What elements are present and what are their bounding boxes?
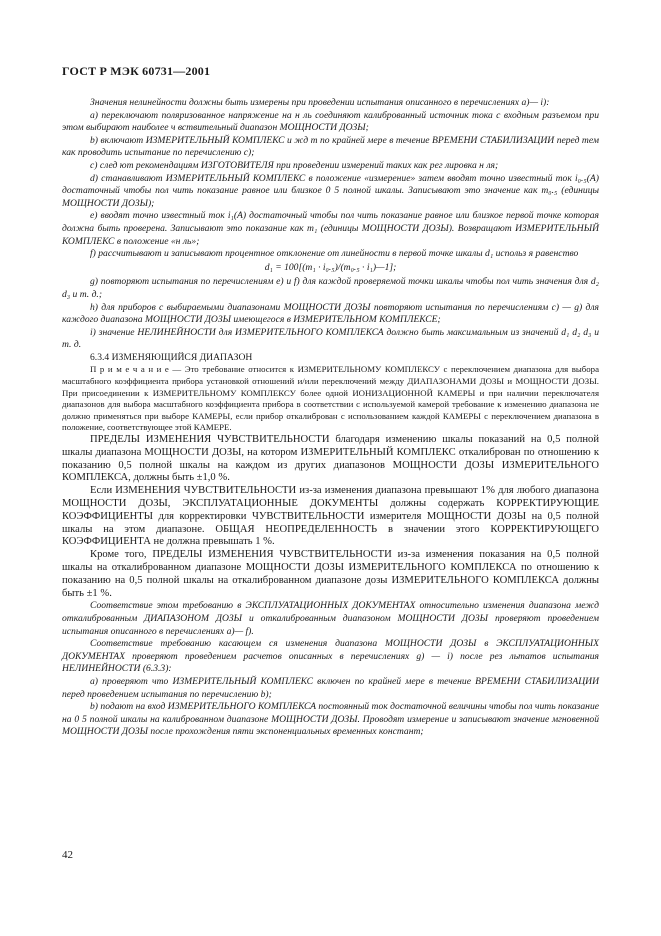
document-body (62, 97, 599, 739)
paragraph-conformance-2: Соответствие требованию касающем ся изменения диапазона МОЩНОСТИ ДОЗЫ в ЭКСПЛУАТАЦИОННЫХ ДОКУМЕНТАХ проверяют проведением расчетов описанных в перечислениях g) — i) после рез льтатов испытания НЕЛИНЕЙНОСТИ (6.3.3): (62, 638, 599, 675)
list-item-i: i) значение НЕЛИНЕЙНОСТИ для ИЗМЕРИТЕЛЬНОГО КОМПЛЕКСА должно быть максимальным из значений d₁ d₂ d₃ и т. д. (62, 326, 599, 351)
note-text: Это требование относится к ИЗМЕРИТЕЛЬНОМУ КОМПЛЕКСУ с переключением диапазона для выбора масштабного коэффициента прибора установкой отношений и/или переключений между ДИАПАЗОНАМИ ДОЗЫ и МОЩНОСТИ ДОЗЫ. При присоединении к ИЗМЕРИТЕЛЬНОМУ КОМПЛЕКСУ более одной ИОНИЗАЦИОННОЙ КАМЕРЫ и при наличии переключателя диапазонов для выбора масштабного коэффициента прибора в соответствии с используемой камерой требование к изменению диапазона не должно применяться при выборе КАМЕРЫ, если прибор откалиброван с использованием каждой КАМЕРЫ с переключением диапазона в положение, соответствующее этой КАМЕРЕ. (62, 364, 599, 433)
paragraph-intro: Значения нелинейности должны быть измерены при проведении испытания описанного в перечислениях а)— i): (90, 97, 550, 108)
formula: d₁ = 100[(m₁ · i₀.₅)/(m₀.₅ · i₁)—1]; (264, 261, 397, 273)
document-header: ГОСТ Р МЭК 60731—2001 (62, 64, 211, 78)
list-item-f: f) рассчитывают и записывают процентное отклонение от линейности в первой точке шкалы d₁ использ я равенство (90, 248, 579, 260)
note (62, 364, 599, 434)
list-item-b: b) включают ИЗМЕРИТЕЛЬНЫЙ КОМПЛЕКС и жд т по крайней мере в течение ВРЕМЕНИ СТАБИЛИЗАЦИИ перед тем как проводить испытание по перечислению с); (62, 134, 599, 159)
paragraph-conformance-1: Соответствие этом требованию в ЭКСПЛУАТАЦИОННЫХ ДОКУМЕНТАХ относительно изменения диапазона межд откалиброванным ДИАПАЗОНОМ ДОЗЫ и откалиброванным диапазоном МОЩНОСТИ ДОЗЫ проверяют проведением испытания описанного в перечислениях а)— f). (62, 600, 599, 637)
list-item-g: g) повторяют испытания по перечислениям е) и f) для каждой проверяемой точки шкалы чтобы пол чить значения для d₂ d₃ и т. д.; (62, 276, 599, 300)
page-number: 42 (62, 849, 73, 861)
note-label: П р и м е ч а н и е — (90, 364, 185, 375)
list-item-d: d) станавливают ИЗМЕРИТЕЛЬНЫЙ КОМПЛЕКС в положение «измерение» затем вводят точно известный ток i₀.₅(A) достаточный чтобы пол чить показание равное или близкое 0 5 полной шкалы. Записывают это значение как m₀.₅ (единицы МОЩНОСТИ ДОЗЫ); (62, 172, 599, 209)
paragraph-additional: Кроме того, ПРЕДЕЛЫ ИЗМЕНЕНИЯ ЧУВСТВИТЕЛЬНОСТИ из-за изменения показания на 0,5 полной шкалы на откалиброванном диапазоне МОЩНОСТИ ДОЗЫ ИЗМЕРИТЕЛЬНОГО КОМПЛЕКСА по отношению к показанию на 0,5 полной шкалы на откалиброванном диапазоне дозы ИЗМЕРИТЕЛЬНОГО КОМПЛЕКСА должны быть ±1 %. (62, 549, 599, 599)
paragraph-correction: Если ИЗМЕНЕНИЯ ЧУВСТВИТЕЛЬНОСТИ из-за изменения диапазона превышают 1% для любого диапазона МОЩНОСТИ ДОЗЫ, ЭКСПЛУАТАЦИОННЫЕ ДОКУМЕНТЫ должны содержать КОРРЕКТИРУЮЩИЕ КОЭФФИЦИЕНТЫ для корректировки ЧУВСТВИТЕЛЬНОСТИ измерителя МОЩНОСТИ ДОЗЫ на 0,5 полной шкалы на этом диапазоне. ОБЩАЯ НЕОПРЕДЕЛЕННОСТЬ в значении этого КОРРЕКТИРУЮЩЕГО КОЭФФИЦИЕНТА не должна превышать 1 %. (62, 485, 599, 548)
list-item-e: е) вводят точно известный ток i₁(A) достаточный чтобы пол чить показание равное или близкое первой точке которая должна быть проверена. Записывают это показание как m₁ (единицы МОЩНОСТИ ДОЗЫ). Возвращают ИЗМЕРИТЕЛЬНЫЙ КОМПЛЕКС в положение «н ль»; (62, 210, 599, 247)
list-item-h: h) для приборов с выбираемыми диапазонами МОЩНОСТИ ДОЗЫ повторяют испытания по перечислениям с) — g) для каждого диапазона МОЩНОСТИ ДОЗЫ имеющегося в ИЗМЕРИТЕЛЬНОМ КОМПЛЕКСЕ; (62, 301, 599, 326)
list-item-a: а) переключают поляризованное напряжение на н ль соединяют калиброванный источник тока с входным разъемом при этом выбирают наиболее ч вствительный диапазон МОЩНОСТИ ДОЗЫ; (62, 109, 599, 134)
list-item-c: с) след ют рекомендациям ИЗГОТОВИТЕЛЯ при проведении измерений таких как рег лировка н ля; (90, 159, 499, 171)
step-b: b) подают на вход ИЗМЕРИТЕЛЬНОГО КОМПЛЕКСА постоянный ток достаточной величины чтобы пол чить показание на 0 5 полной шкалы на калиброванном диапазоне МОЩНОСТИ ДОЗЫ. Проводят измерение и записывают значение мгновенной МОЩНОСТИ ДОЗЫ после прохождения пяти экспоненциальных временных констант; (62, 701, 599, 738)
step-a: а) проверяют что ИЗМЕРИТЕЛЬНЫЙ КОМПЛЕКС включен по крайней мере в течение ВРЕМЕНИ СТАБИЛИЗАЦИИ перед проведением испытания по перечислению b); (62, 675, 599, 700)
section-heading: 6.3.4 ИЗМЕНЯЮЩИЙСЯ ДИАПАЗОН (90, 351, 253, 363)
paragraph-limits: ПРЕДЕЛЫ ИЗМЕНЕНИЯ ЧУВСТВИТЕЛЬНОСТИ благодаря изменению шкалы показаний на 0,5 полной шкалы диапазона МОЩНОСТИ ДОЗЫ, на котором ИЗМЕРИТЕЛЬНЫЙ КОМПЛЕКС откалиброван по отношению к показанию 0,5 полной шкалы на каждом из других диапазонов МОЩНОСТИ ДОЗЫ ИЗМЕРИТЕЛЬНОГО КОМПЛЕКСА, должны быть ±1,0 %. (62, 434, 599, 484)
